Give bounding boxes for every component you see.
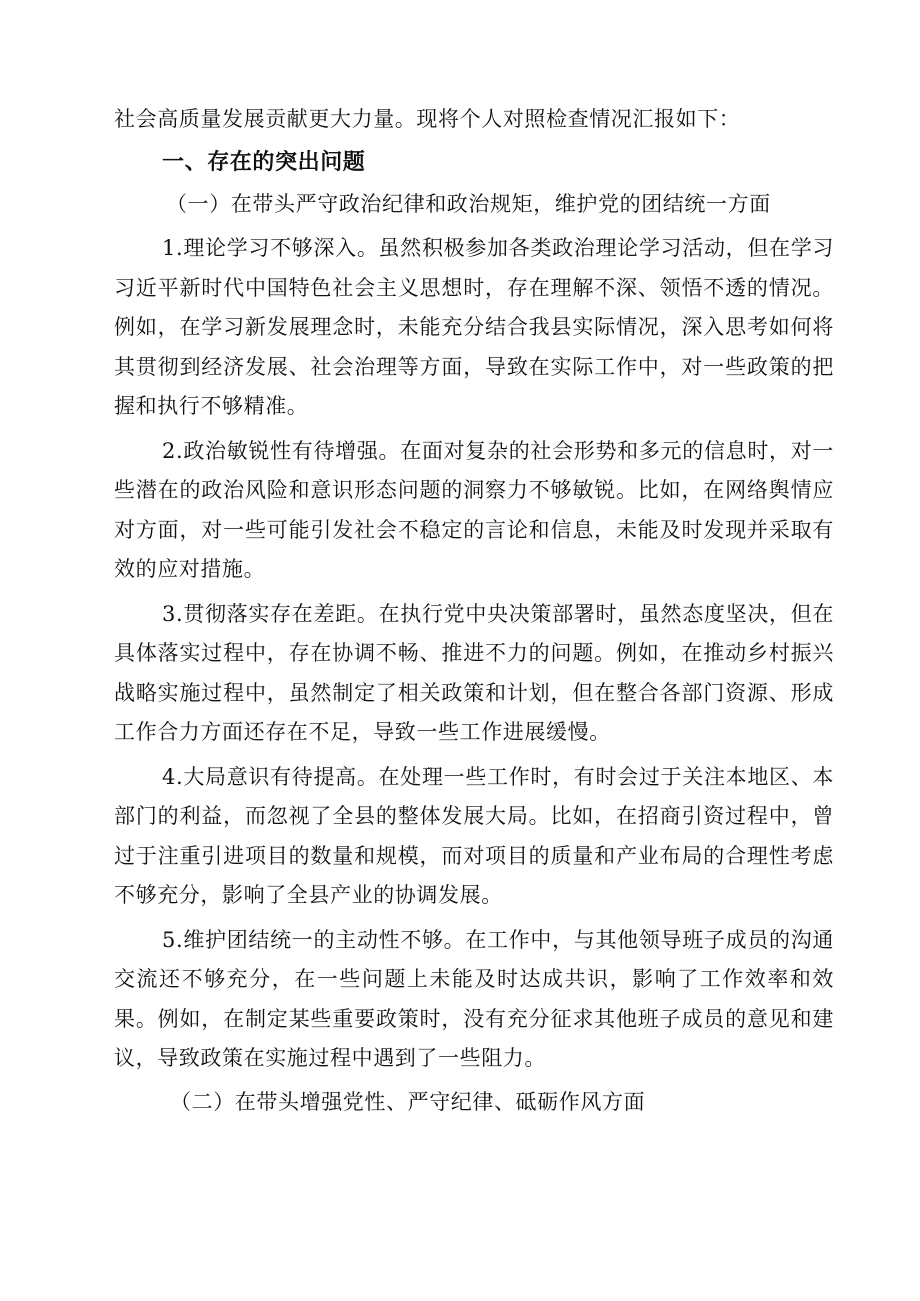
subsection-heading-party-spirit: （二）在带头增强党性、严守纪律、砥砺作风方面 — [170, 1089, 646, 1114]
section-heading-problems: 一、存在的突出问题 — [162, 149, 366, 175]
problem-item-1: 1.理论学习不够深入。虽然积极参加各类政治理论学习活动，但在学习习近平新时代中国特色社会主义思想时，存在理解不深、领悟不透的情况。例如，在学习新发展理念时，未能充分结合我县实际情况，深入思考如何将其贯彻到经济发展、社会治理等方面，导致在实际工作中，对一些政策的把握和执行不够精准。 — [114, 236, 834, 418]
problem-item-4: 4.大局意识有待提高。在处理一些工作时，有时会过于关注本地区、本部门的利益，而忽视了全县的整体发展大局。比如，在招商引资过程中，曾过于注重引进项目的数量和规模，而对项目的质量和产业布局的合理性考虑不够充分，影响了全县产业的协调发展。 — [114, 764, 834, 907]
problem-item-3: 3.贯彻落实存在差距。在执行党中央决策部署时，虽然态度坚决，但在具体落实过程中，存在协调不畅、推进不力的问题。例如，在推动乡村振兴战略实施过程中，虽然制定了相关政策和计划，但在整合各部门资源、形成工作合力方面还存在不足，导致一些工作进展缓慢。 — [114, 601, 834, 744]
intro-paragraph: 社会高质量发展贡献更大力量。现将个人对照检查情况汇报如下： — [114, 107, 741, 131]
problem-item-5: 5.维护团结统一的主动性不够。在工作中，与其他领导班子成员的沟通交流还不够充分，在一些问题上未能及时达成共识，影响了工作效率和效果。例如，在制定某些重要政策时，没有充分征求其他班子成员的意见和建议，导致政策在实施过程中遇到了一些阻力。 — [114, 927, 834, 1070]
subsection-heading-political-discipline: （一）在带头严守政治纪律和政治规矩，维护党的团结统一方面 — [166, 191, 771, 216]
document-body — [114, 100, 834, 1122]
problem-item-2: 2.政治敏锐性有待增强。在面对复杂的社会形势和多元的信息时，对一些潜在的政治风险和意识形态问题的洞察力不够敏锐。比如，在网络舆情应对方面，对一些可能引发社会不稳定的言论和信息，未能及时发现并采取有效的应对措施。 — [114, 438, 834, 581]
